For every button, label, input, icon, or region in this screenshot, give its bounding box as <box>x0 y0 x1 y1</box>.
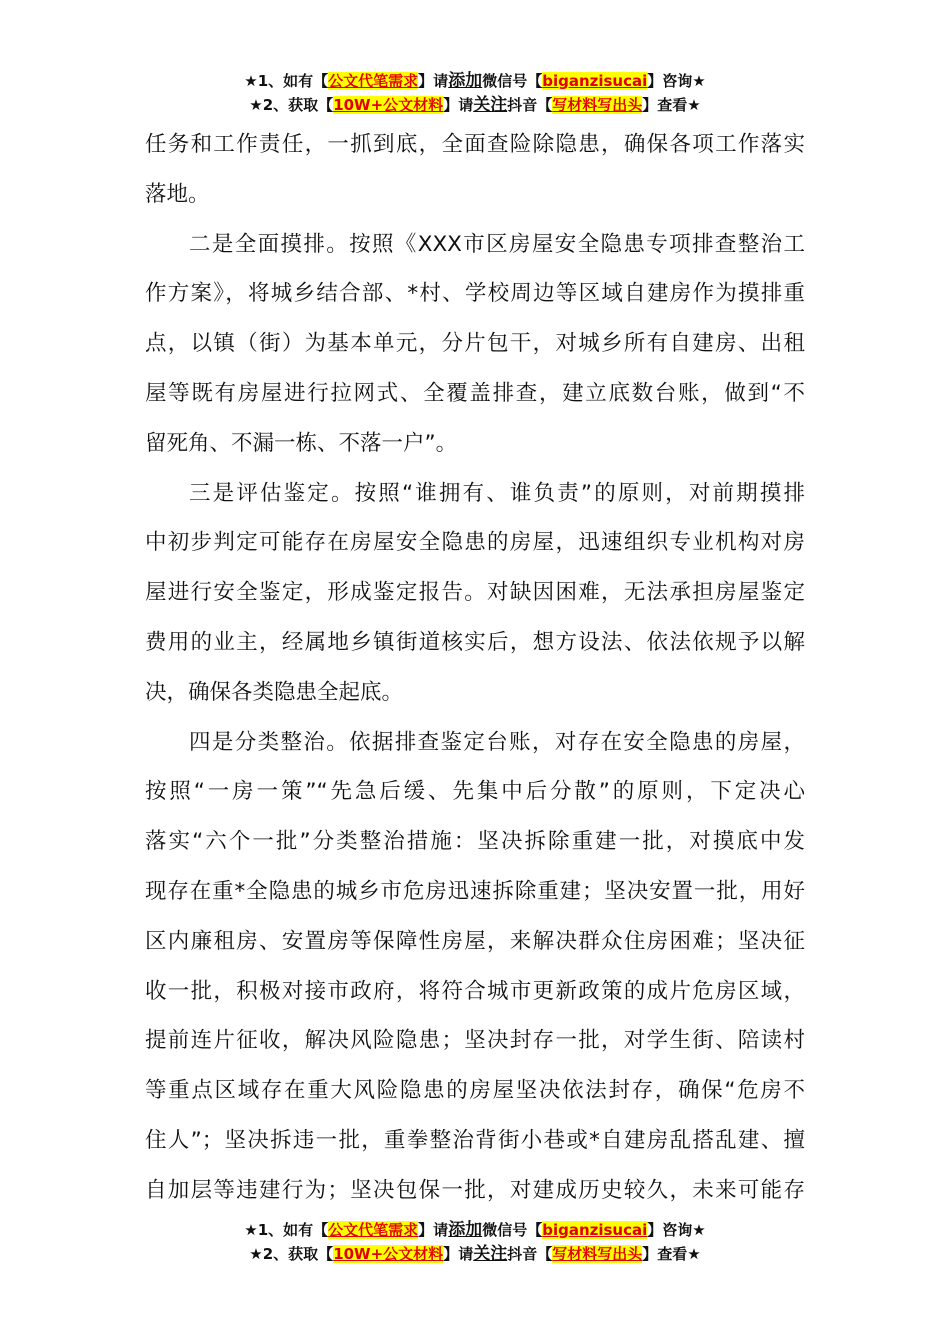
text: 】请 <box>418 72 449 90</box>
promo-line-1 <box>0 69 950 93</box>
text: 微信号【 <box>482 72 543 90</box>
text-line: 任务和工作责任，一抓到底，全面查险除隐患，确保各项工作落实 <box>145 132 805 157</box>
promo-line-1 <box>0 1218 950 1242</box>
text-line: 屋进行安全鉴定，形成鉴定报告。对缺因困难，无法承担房屋鉴定 <box>145 580 805 606</box>
text-line: 费用的业主，经属地乡镇街道核实后，想方设法、依法依规予以解 <box>145 629 805 655</box>
text-line: 中初步判定可能存在房屋安全隐患的房屋，迅速组织专业机构对房 <box>145 530 805 556</box>
text-line: 作方案》，将城乡结合部、*村、学校周边等区域自建房作为摸排重 <box>145 281 805 307</box>
text: 】请 <box>443 96 474 114</box>
text-line: 提前连片征收，解决风险隐患；坚决封存一批，对学生街、陪读村 <box>145 1028 805 1054</box>
promo-line-2 <box>0 1242 950 1266</box>
text: 】咨询★ <box>647 1221 706 1239</box>
highlight-materials: 10W+公文材料 <box>333 96 444 114</box>
emphasis-add: 添加 <box>448 1220 483 1240</box>
text: 】请 <box>418 1221 449 1239</box>
highlight-service: 公文代笔需求 <box>328 72 419 90</box>
text-line: 收一批，积极对接市政府，将符合城市更新政策的成片危房区域， <box>145 978 805 1004</box>
text-line: 屋等既有房屋进行拉网式、全覆盖排查，建立底数台账，做到“不 <box>145 380 805 406</box>
text-line: 决，确保各类隐患全起底。 <box>145 679 404 705</box>
text: ★1、如有【 <box>244 72 329 90</box>
document-body <box>145 120 805 1216</box>
text-line: 落实“六个一批”分类整治措施：坚决拆除重建一批，对摸底中发 <box>145 829 805 855</box>
text: 】咨询★ <box>647 72 706 90</box>
text: ★2、获取【 <box>249 96 334 114</box>
wechat-id: biganzisucai <box>542 72 648 90</box>
promo-line-2 <box>0 93 950 117</box>
text: 微信号【 <box>482 1221 543 1239</box>
text: 抖音【 <box>507 96 553 114</box>
text: 】查看★ <box>642 1245 701 1263</box>
text: 】查看★ <box>642 96 701 114</box>
text: ★2、获取【 <box>249 1245 334 1263</box>
text-line: 区内廉租房、安置房等保障性房屋，来解决群众住房困难；坚决征 <box>145 928 805 954</box>
text-line: 自加层等违建行为；坚决包保一批，对建成历史较久，未来可能存 <box>145 1177 805 1203</box>
text-line: 点，以镇（街）为基本单元，分片包干，对城乡所有自建房、出租 <box>145 331 805 357</box>
text-line: 按照“一房一策”“先急后缓、先集中后分散”的原则，下定决心 <box>145 779 805 805</box>
highlight-materials: 10W+公文材料 <box>333 1245 444 1263</box>
text-line: 三是评估鉴定。按照“谁拥有、谁负责”的原则，对前期摸排 <box>189 480 805 506</box>
text-line: 住人”；坚决拆违一批，重拳整治背街小巷或*自建房乱搭乱建、擅 <box>145 1127 805 1153</box>
text-line: 二是全面摸排。按照《XXX市区房屋安全隐患专项排查整治工 <box>189 231 805 257</box>
promo-banner-bottom <box>0 1218 950 1266</box>
emphasis-add: 添加 <box>448 71 483 91</box>
text: 抖音【 <box>507 1245 553 1263</box>
douyin-account: 写材料写出头 <box>552 96 643 114</box>
text-line: 现存在重*全隐患的城乡市危房迅速拆除重建；坚决安置一批，用好 <box>145 878 805 904</box>
text-line: 落地。 <box>145 181 210 207</box>
text: ★1、如有【 <box>244 1221 329 1239</box>
emphasis-follow: 关注 <box>473 1244 508 1264</box>
text-line: 留死角、不漏一栋、不落一户”。 <box>145 430 458 456</box>
wechat-id: biganzisucai <box>542 1221 648 1239</box>
douyin-account: 写材料写出头 <box>552 1245 643 1263</box>
promo-banner-top <box>0 69 950 117</box>
text-line: 四是分类整治。依据排查鉴定台账，对存在安全隐患的房屋， <box>189 729 805 755</box>
emphasis-follow: 关注 <box>473 95 508 115</box>
text: 】请 <box>443 1245 474 1263</box>
highlight-service: 公文代笔需求 <box>328 1221 419 1239</box>
text-line: 等重点区域存在重大风险隐患的房屋坚决依法封存，确保“危房不 <box>145 1078 805 1104</box>
